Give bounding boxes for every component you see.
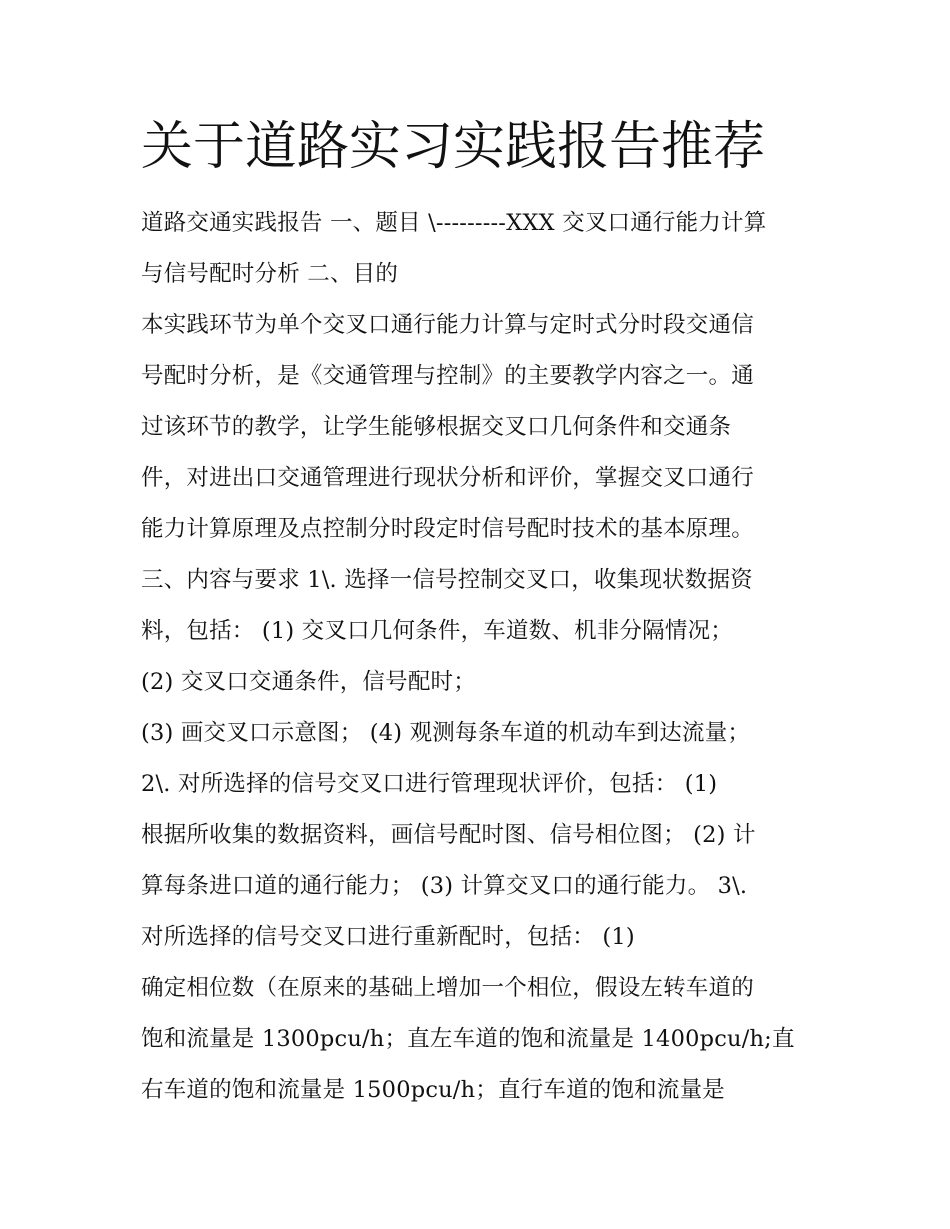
text-line: 对所选择的信号交叉口进行重新配时，包括： (1) <box>141 924 635 950</box>
document-body <box>141 198 831 1116</box>
text-line: 2\. 对所选择的信号交叉口进行管理现状评价，包括： (1) <box>141 771 718 797</box>
text-line: 过该环节的教学，让学生能够根据交叉口几何条件和交通条 <box>141 414 732 440</box>
text-line: 件，对进出口交通管理进行现状分析和评价，掌握交叉口通行 <box>141 465 754 491</box>
document-title: 关于道路实习实践报告推荐 <box>141 117 766 177</box>
text-line: 本实践环节为单个交叉口通行能力计算与定时式分时段交通信 <box>141 312 754 338</box>
text-line: 确定相位数（在原来的基础上增加一个相位，假设左转车道的 <box>141 975 754 1001</box>
text-line: 料，包括： (1) 交叉口几何条件，车道数、机非分隔情况； <box>141 618 733 644</box>
text-line: 根据所收集的数据资料，画信号配时图、信号相位图； (2) 计 <box>141 822 756 848</box>
text-line: 饱和流量是 1300pcu/h；直左车道的饱和流量是 1400pcu/h;直 <box>141 1026 795 1052</box>
text-line: 右车道的饱和流量是 1500pcu/h；直行车道的饱和流量是 <box>141 1077 725 1103</box>
text-line: 与信号配时分析 二、目的 <box>141 261 399 287</box>
text-line: 能力计算原理及点控制分时段定时信号配时技术的基本原理。 <box>141 516 754 542</box>
text-line: 算每条进口道的通行能力； (3) 计算交叉口的通行能力。 3\. <box>141 873 748 899</box>
text-line: (3) 画交叉口示意图； (4) 观测每条车道的机动车到达流量； <box>141 720 751 746</box>
text-line: 号配时分析，是《交通管理与控制》的主要教学内容之一。通 <box>141 363 754 389</box>
text-line: (2) 交叉口交通条件，信号配时； <box>141 669 476 695</box>
text-line: 道路交通实践报告 一、题目 \---------XXX 交叉口通行能力计算 <box>141 210 767 236</box>
text-line: 三、内容与要求 1\. 选择一信号控制交叉口，收集现状数据资 <box>141 567 753 593</box>
